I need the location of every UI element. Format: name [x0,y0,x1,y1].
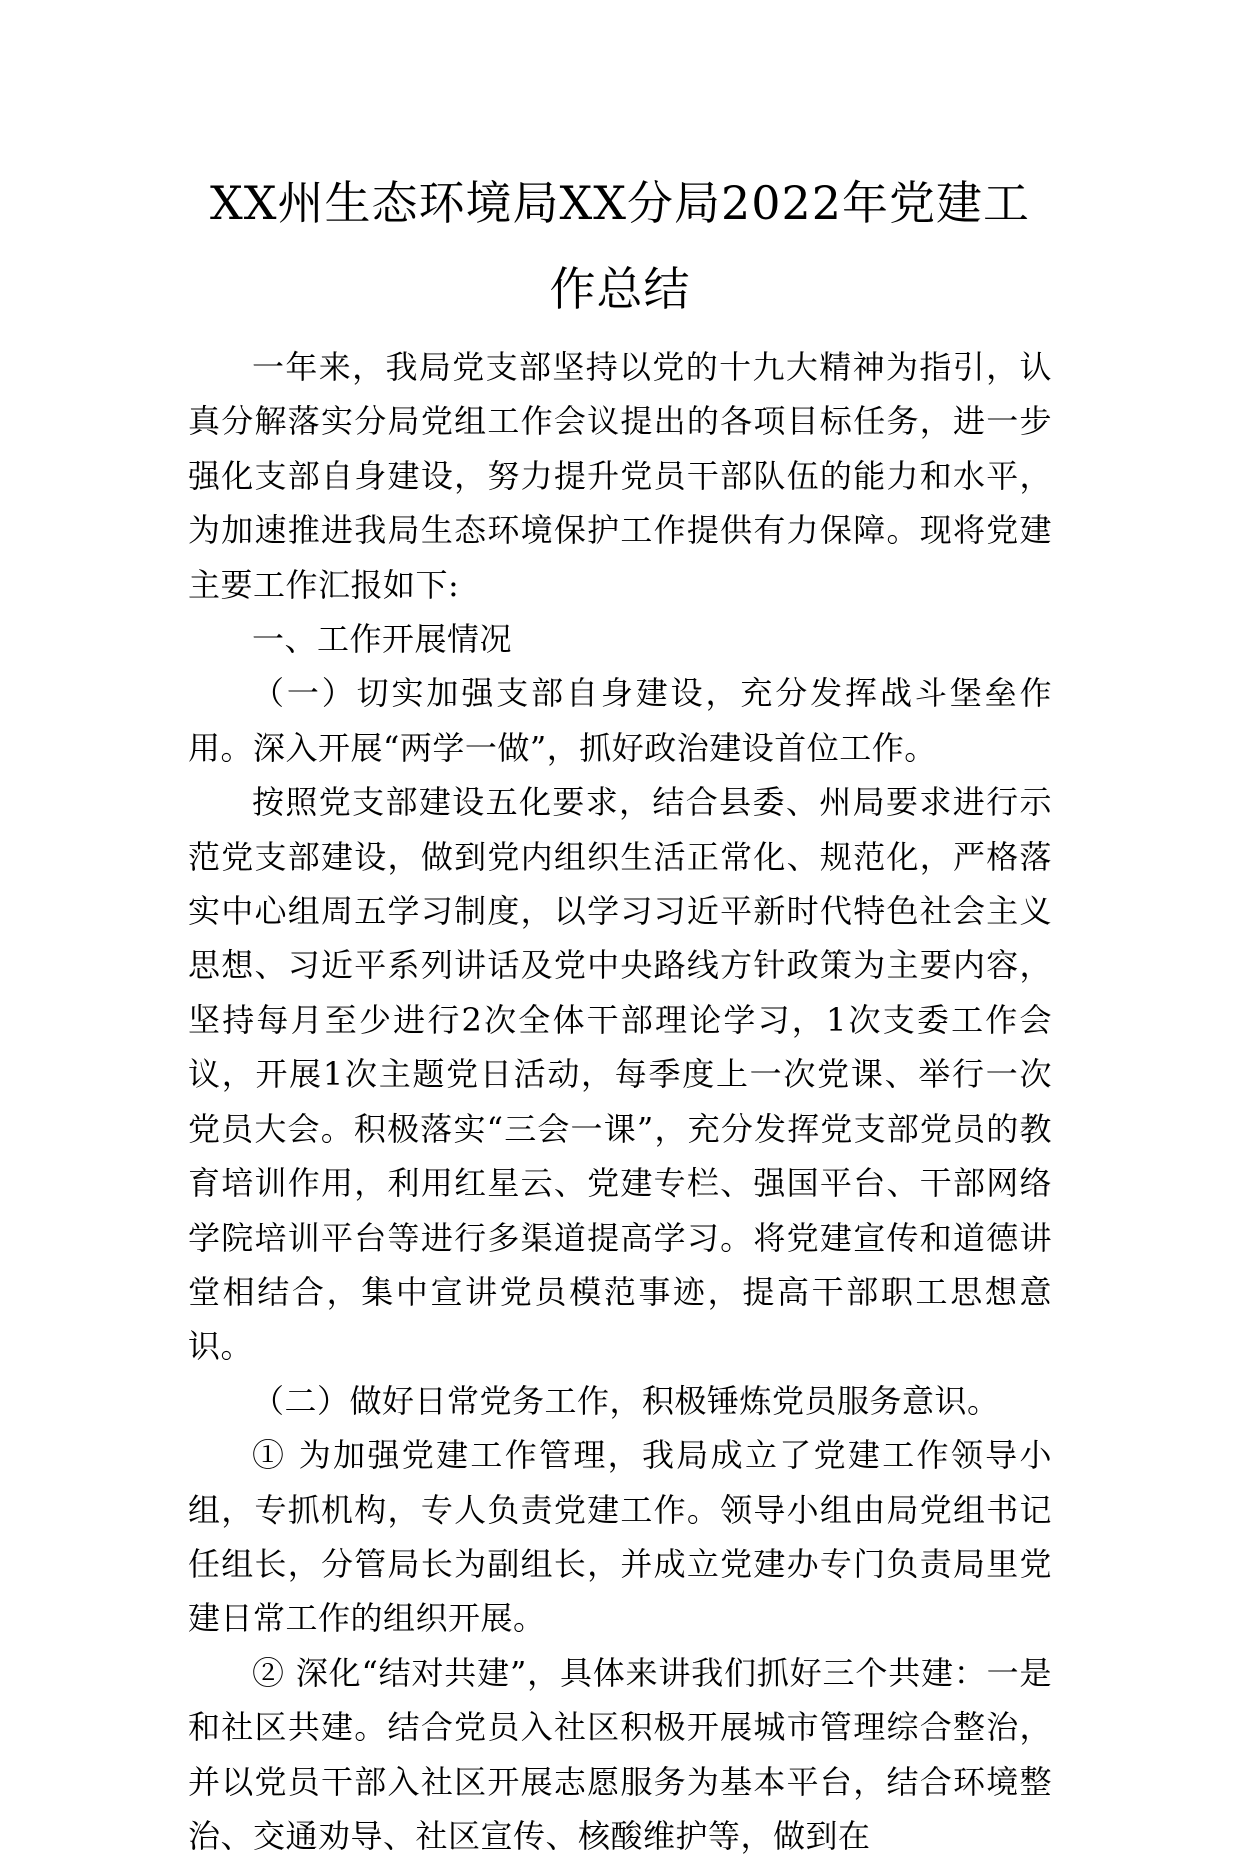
list-item-2: ② 深化“结对共建”，具体来讲我们抓好三个共建：一是和社区共建。结合党员入社区积极开展城市管理综合整治，并以党员干部入社区开展志愿服务为基本平台，结合环境整治、交通劝导、社区宣传、核酸维护等，做到在 [188,1653,1052,1855]
subsection-heading-1: （一）切实加强支部自身建设，充分发挥战斗堡垒作用。深入开展“两学一做”，抓好政治建设首位工作。 [188,674,1052,767]
document-title [188,160,1052,332]
document-title-line-2: 作总结 [549,262,691,316]
list-item-1: ① 为加强党建工作管理，我局成立了党建工作领导小组，专抓机构，专人负责党建工作。领导小组由局党组书记任组长，分管局长为副组长，并成立党建办专门负责局里党建日常工作的组织开展。 [188,1436,1052,1638]
section-heading-work-status: 一、工作开展情况 [252,620,513,659]
document-title-line-1: XX州生态环境局XX分局2022年党建工 [209,176,1031,230]
subsection-heading-2: （二）做好日常党务工作，积极锤炼党员服务意识。 [252,1381,1000,1420]
intro-paragraph: 一年来，我局党支部坚持以党的十九大精神为指引，认真分解落实分局党组工作会议提出的各项目标任务，进一步强化支部自身建设，努力提升党员干部队伍的能力和水平，为加速推进我局生态环境保护工作提供有力保障。现将党建主要工作汇报如下: [188,348,1052,604]
body-paragraph-branch-building: 按照党支部建设五化要求，结合县委、州局要求进行示范党支部建设，做到党内组织生活正常化、规范化，严格落实中心组周五学习制度，以学习习近平新时代特色社会主义思想、习近平系列讲话及党中央路线方针政策为主要内容，坚持每月至少进行2次全体干部理论学习，1次支委工作会议，开展1次主题党日活动，每季度上一次党课、举行一次党员大会。积极落实“三会一课”，充分发挥党支部党员的教育培训作用，利用红星云、党建专栏、强国平台、干部网络学院培训平台等进行多渠道提高学习。将党建宣传和道德讲堂相结合，集中宣讲党员模范事迹，提高干部职工思想意识。 [188,783,1052,1366]
document-page [188,160,1052,1863]
document-body [188,340,1052,1863]
